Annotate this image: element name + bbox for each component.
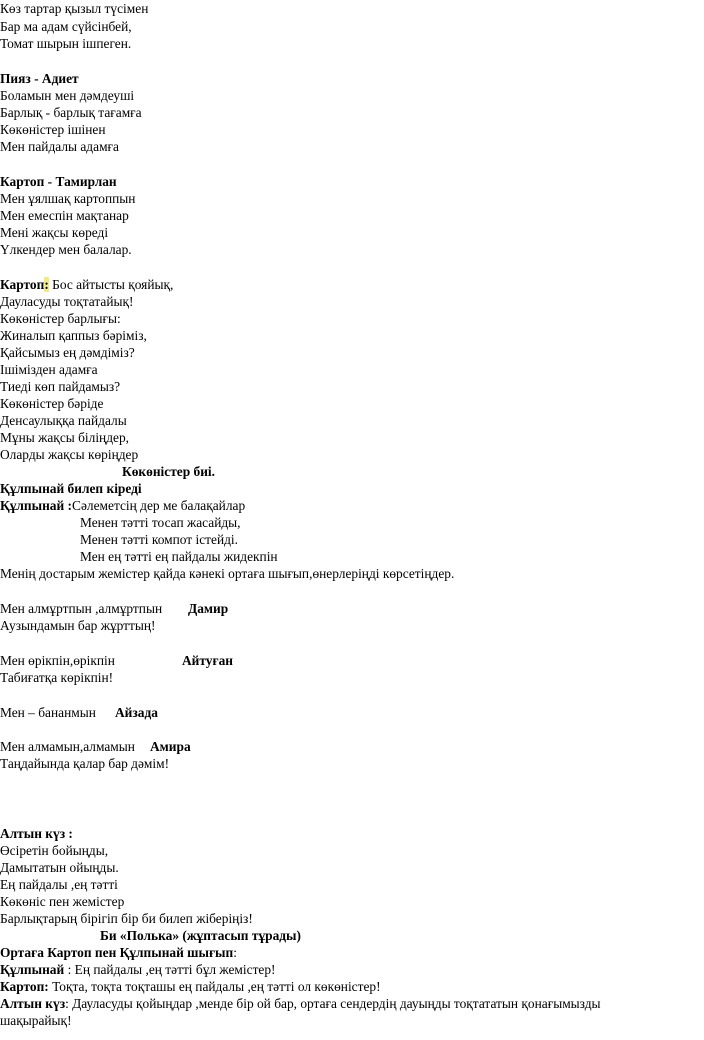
text-line: Менен тәтті компот істейді. — [80, 532, 238, 547]
performer-name: Дамир — [188, 601, 229, 616]
text-line: Дауласуды тоқтатайық! — [0, 294, 134, 309]
section-heading: Би «Полька» (жұптасып тұрады) — [100, 928, 301, 943]
line-text: : Дауласуды қойыңдар ,менде бір ой бар, ортаға сендердің дауыңды тоқтататын қонағымызды — [65, 996, 601, 1011]
text-line: Көкөністер ішінен — [0, 122, 106, 137]
speaker-line — [0, 978, 381, 995]
line-text: Тоқта, тоқта тоқташы ең пайдалы ,ең тәтті ол көкөністер! — [48, 979, 381, 994]
text-line: Оларды жақсы көріңдер — [0, 447, 139, 462]
text-line: Боламын мен дәмдеуші — [0, 88, 135, 103]
text-line: Өсіретін бойыңды, — [0, 843, 109, 858]
text-line: Тиеді көп пайдамыз? — [0, 379, 121, 394]
text-line: Дамытатын ойыңды. — [0, 860, 119, 875]
speaker-line — [0, 995, 601, 1012]
text-line: Мен пайдалы адамға — [0, 139, 119, 154]
text-line: Көкөністер бәріде — [0, 396, 104, 411]
speaker-heading: Алтын күз : — [0, 826, 73, 841]
speaker-line — [0, 276, 173, 293]
text-line: Бар ма адам сүйсінбей, — [0, 19, 132, 34]
text-line: Менен тәтті тосап жасайды, — [80, 515, 241, 530]
text-line: шақырайық! — [0, 1013, 72, 1028]
text-line: Мен алмамын,алмамын — [0, 739, 135, 754]
text-line: Таңдайында қалар бар дәмім! — [0, 756, 170, 771]
text-line: Ең пайдалы ,ең тәтті — [0, 877, 118, 892]
speaker-heading: Картоп - Тамирлан — [0, 174, 117, 189]
text-line: Ішімізден адамға — [0, 362, 98, 377]
text-line: Мен – бананмын — [0, 705, 96, 720]
speaker-heading: Пияз - Адиет — [0, 71, 79, 86]
line-text: Бос айтысты қояйық, — [48, 277, 174, 292]
speaker-name: Құлпынай — [0, 962, 65, 977]
text-line: Мен емеспін мақтанар — [0, 208, 129, 223]
text-line: Жиналып қаппыз бәріміз, — [0, 328, 147, 343]
speaker-name: Құлпынай : — [0, 498, 73, 513]
speaker-line — [0, 961, 276, 978]
text-line: Көз тартар қызыл түсімен — [0, 1, 149, 16]
text-line: Мен ең тәтті ең пайдалы жидекпін — [80, 549, 278, 564]
text-line: Мені жақсы көреді — [0, 225, 109, 240]
text-line: Көкөністер барлығы: — [0, 311, 121, 326]
text-line: Барлық - барлық тағамға — [0, 105, 142, 120]
text-line: Мен алмұртпын ,алмұртпын — [0, 601, 163, 616]
text-line: Қайсымыз ең дәмдіміз? — [0, 345, 135, 360]
speaker-name: Картоп: — [0, 979, 49, 994]
speaker-line — [0, 497, 245, 514]
text-line: Табиғатқа көрікпін! — [0, 670, 114, 685]
speaker-name: Алтын күз — [0, 996, 66, 1011]
text-line: Барлықтарың бірігіп бір би билеп жіберіңіз! — [0, 911, 253, 926]
text-line: Мұны жақсы біліңдер, — [0, 430, 130, 445]
text-line: Менің достарым жемістер қайда кәнекі ортаға шығып,өнерлеріңді көрсетіңдер. — [0, 566, 455, 581]
text-line: Аузындамын бар жұрттың! — [0, 618, 156, 633]
performer-name: Айзада — [115, 705, 158, 720]
speaker-name: Картоп — [0, 277, 45, 292]
stage-direction: Құлпынай билеп кіреді — [0, 481, 142, 496]
text-line: Томат шырын ішпеген. — [0, 36, 132, 51]
text-line: Үлкендер мен балалар. — [0, 242, 132, 257]
line-text: Сәлеметсің дер ме балақайлар — [72, 498, 246, 513]
text-line: Мен ұялшақ картоппын — [0, 191, 136, 206]
line-text: : Ең пайдалы ,ең тәтті бұл жемістер! — [64, 962, 276, 977]
speaker-name: Ортаға Картоп пен Құлпынай шығып — [0, 945, 234, 960]
text-line: Денсаулыққа пайдалы — [0, 413, 127, 428]
text-line: Көкөніс пен жемістер — [0, 894, 125, 909]
speaker-line — [0, 944, 237, 961]
section-heading: Көкөністер биі. — [122, 464, 215, 479]
text-line: Мен өрікпін,өрікпін — [0, 653, 115, 668]
performer-name: Айтуған — [182, 653, 233, 668]
highlighted-colon: : — [44, 277, 49, 292]
line-text: : — [233, 945, 237, 960]
performer-name: Амира — [150, 739, 191, 754]
